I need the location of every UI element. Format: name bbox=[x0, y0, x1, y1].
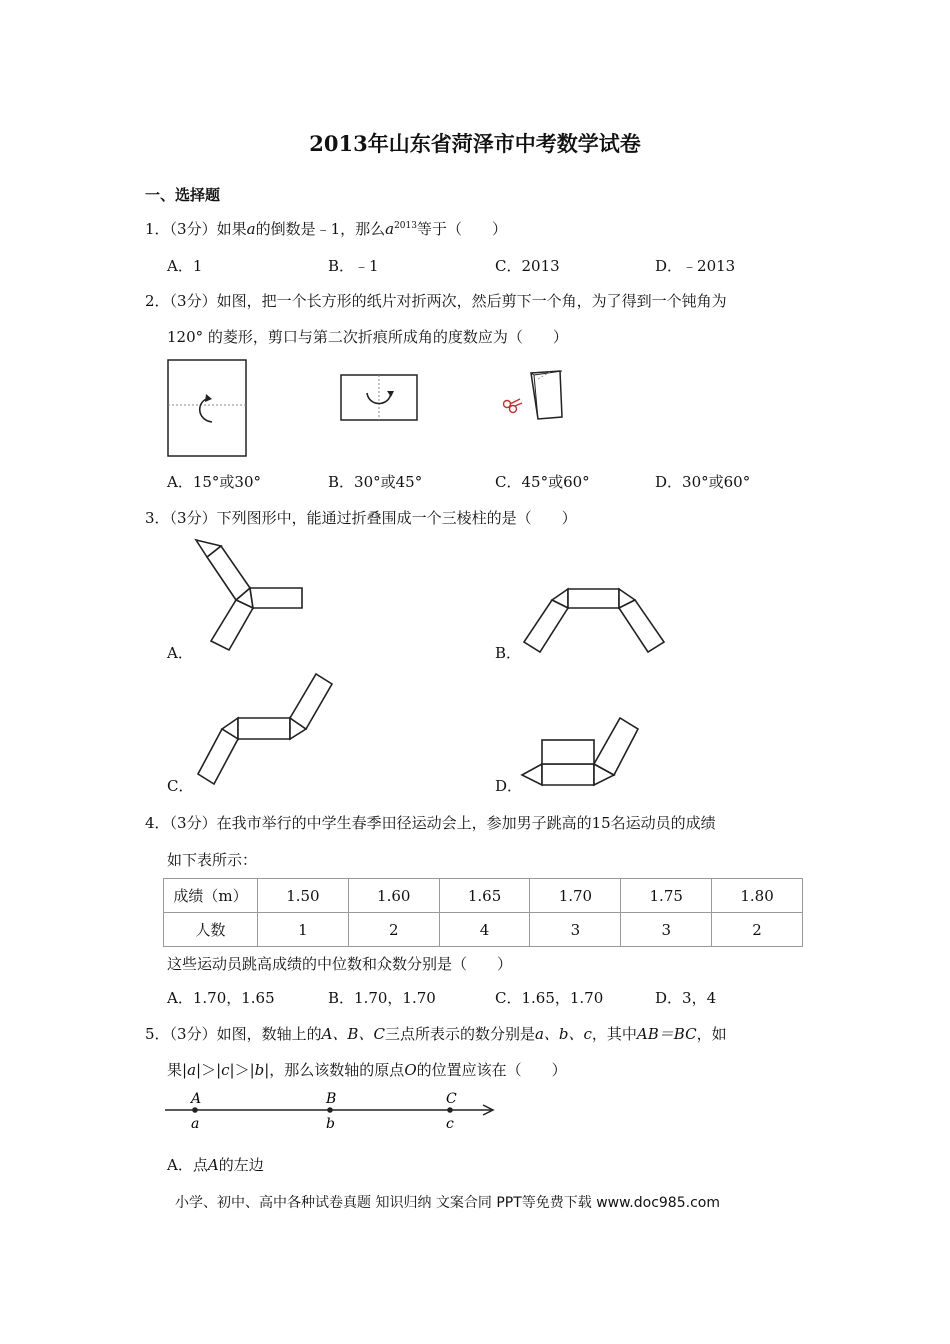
q1-option-b[interactable]: B．﹣1 bbox=[328, 257, 379, 275]
question-text: 如果 bbox=[216, 220, 247, 238]
math-var: A bbox=[207, 1156, 219, 1174]
table-cell: 4 bbox=[439, 913, 530, 947]
question-text: |＞| bbox=[196, 1061, 222, 1079]
table-header-cell: 人数 bbox=[164, 913, 258, 947]
point-a-dot bbox=[192, 1107, 198, 1113]
q2-figure-paper-fold-2 bbox=[339, 373, 419, 423]
point-label-b: B bbox=[326, 1091, 337, 1107]
table-cell: 3 bbox=[530, 913, 621, 947]
math-var: a bbox=[385, 220, 395, 238]
q3-net-d bbox=[520, 715, 645, 790]
exponent: 2013 bbox=[394, 221, 417, 231]
math-var: c bbox=[221, 1061, 230, 1079]
q4-option-b[interactable]: B．1.70，1.70 bbox=[328, 989, 436, 1007]
table-row bbox=[164, 913, 803, 947]
question-text: 等于（ ） bbox=[416, 220, 507, 238]
math-var: a、b、c bbox=[534, 1025, 592, 1043]
question-4-line3: 这些运动员跳高成绩的中位数和众数分别是（ ） bbox=[167, 955, 513, 973]
question-number: 2． bbox=[145, 292, 170, 310]
table-cell: 1.75 bbox=[621, 879, 712, 913]
question-5-line1 bbox=[145, 1023, 727, 1044]
question-number: 4． bbox=[145, 814, 170, 832]
point-label-c: C bbox=[446, 1091, 457, 1107]
page-title: 2013年山东省菏泽市中考数学试卷 bbox=[309, 131, 641, 156]
q2-option-d[interactable]: D．30°或60° bbox=[655, 473, 751, 491]
table-cell: 1.65 bbox=[439, 879, 530, 913]
table-cell: 1.60 bbox=[348, 879, 439, 913]
table-row bbox=[164, 879, 803, 913]
question-text: |＞| bbox=[229, 1061, 255, 1079]
q2-option-b[interactable]: B．30°或45° bbox=[328, 473, 423, 491]
q3-option-b[interactable]: B． bbox=[495, 644, 522, 662]
table-header-cell: 成绩（m） bbox=[164, 879, 258, 913]
q5-option-a[interactable] bbox=[167, 1154, 264, 1175]
section-heading: 一、选择题 bbox=[145, 186, 221, 204]
footer-text: 小学、初中、高中各种试卷真题 知识归纳 文案合同 PPT等免费下载 www.doc985.com bbox=[175, 1195, 720, 1211]
question-text: 的位置应该在（ ） bbox=[416, 1061, 567, 1079]
q3-option-c[interactable]: C． bbox=[167, 777, 194, 795]
value-label-a: a bbox=[191, 1116, 200, 1132]
math-var: a bbox=[246, 220, 256, 238]
q3-option-a[interactable]: A． bbox=[167, 644, 193, 662]
point-b-dot bbox=[327, 1107, 333, 1113]
question-text: ，如 bbox=[696, 1025, 727, 1043]
table-cell: 1.80 bbox=[712, 879, 803, 913]
q4-option-d[interactable]: D．3，4 bbox=[655, 989, 717, 1007]
q2-option-c[interactable]: C．45°或60° bbox=[495, 473, 590, 491]
question-text: （3分）在我市举行的中学生春季田径运动会上，参加男子跳高的15名运动员的成绩 bbox=[169, 814, 716, 832]
value-label-b: b bbox=[326, 1116, 335, 1132]
question-text: 果| bbox=[167, 1061, 188, 1079]
math-var: a bbox=[187, 1061, 197, 1079]
option-text: A．点 bbox=[167, 1156, 208, 1174]
number-line-figure bbox=[163, 1088, 503, 1133]
question-text: ，其中 bbox=[591, 1025, 637, 1043]
q1-option-c[interactable]: C．2013 bbox=[495, 257, 560, 275]
table-cell: 1 bbox=[258, 913, 349, 947]
score-table bbox=[163, 878, 803, 947]
question-2-line2: 120° 的菱形，剪口与第二次折痕所成角的度数应为（ ） bbox=[167, 328, 568, 346]
question-4-line2: 如下表所示： bbox=[167, 851, 258, 869]
q1-option-d[interactable]: D．﹣2013 bbox=[655, 257, 736, 275]
q3-option-d[interactable]: D． bbox=[495, 777, 523, 795]
question-5-line2 bbox=[167, 1059, 567, 1080]
table-cell: 1.50 bbox=[258, 879, 349, 913]
q1-option-a[interactable]: A．1 bbox=[167, 257, 203, 275]
q2-option-a[interactable]: A．15°或30° bbox=[167, 473, 262, 491]
table-cell: 2 bbox=[712, 913, 803, 947]
q4-option-c[interactable]: C．1.65，1.70 bbox=[495, 989, 604, 1007]
question-text: （3分）如图，把一个长方形的纸片对折两次，然后剪下一个角，为了得到一个钝角为 bbox=[169, 292, 727, 310]
question-text: 三点所表示的数分别是 bbox=[384, 1025, 535, 1043]
question-4-line1 bbox=[145, 812, 716, 833]
q4-option-a[interactable]: A．1.70，1.65 bbox=[167, 989, 275, 1007]
math-var: b bbox=[254, 1061, 265, 1079]
question-score: （3分） bbox=[169, 220, 217, 238]
math-var: O bbox=[404, 1061, 417, 1079]
table-cell: 3 bbox=[621, 913, 712, 947]
question-1 bbox=[145, 218, 507, 239]
point-c-dot bbox=[447, 1107, 453, 1113]
q3-net-a bbox=[190, 535, 310, 655]
question-text: （3分）下列图形中，能通过折叠围成一个三棱柱的是（ ） bbox=[169, 509, 577, 527]
q3-net-b bbox=[522, 585, 667, 655]
question-number: 5． bbox=[145, 1025, 170, 1043]
point-label-a: A bbox=[191, 1091, 202, 1107]
math-var: AB＝BC bbox=[636, 1025, 697, 1043]
question-number: 1． bbox=[145, 220, 170, 238]
question-3 bbox=[145, 507, 577, 528]
option-text: 的左边 bbox=[218, 1156, 264, 1174]
q2-figure-paper-fold-1 bbox=[166, 358, 248, 458]
q2-figure-scissors-cut bbox=[498, 369, 568, 421]
question-text: 的倒数是﹣1，那么 bbox=[255, 220, 386, 238]
math-var: A、B、C bbox=[321, 1025, 385, 1043]
question-number: 3． bbox=[145, 509, 170, 527]
question-text: |，那么该数轴的原点 bbox=[264, 1061, 405, 1079]
table-cell: 2 bbox=[348, 913, 439, 947]
question-2-line1 bbox=[145, 290, 727, 311]
question-text: （3分）如图，数轴上的 bbox=[169, 1025, 322, 1043]
q3-net-c bbox=[192, 672, 337, 787]
table-cell: 1.70 bbox=[530, 879, 621, 913]
value-label-c: c bbox=[446, 1116, 454, 1132]
